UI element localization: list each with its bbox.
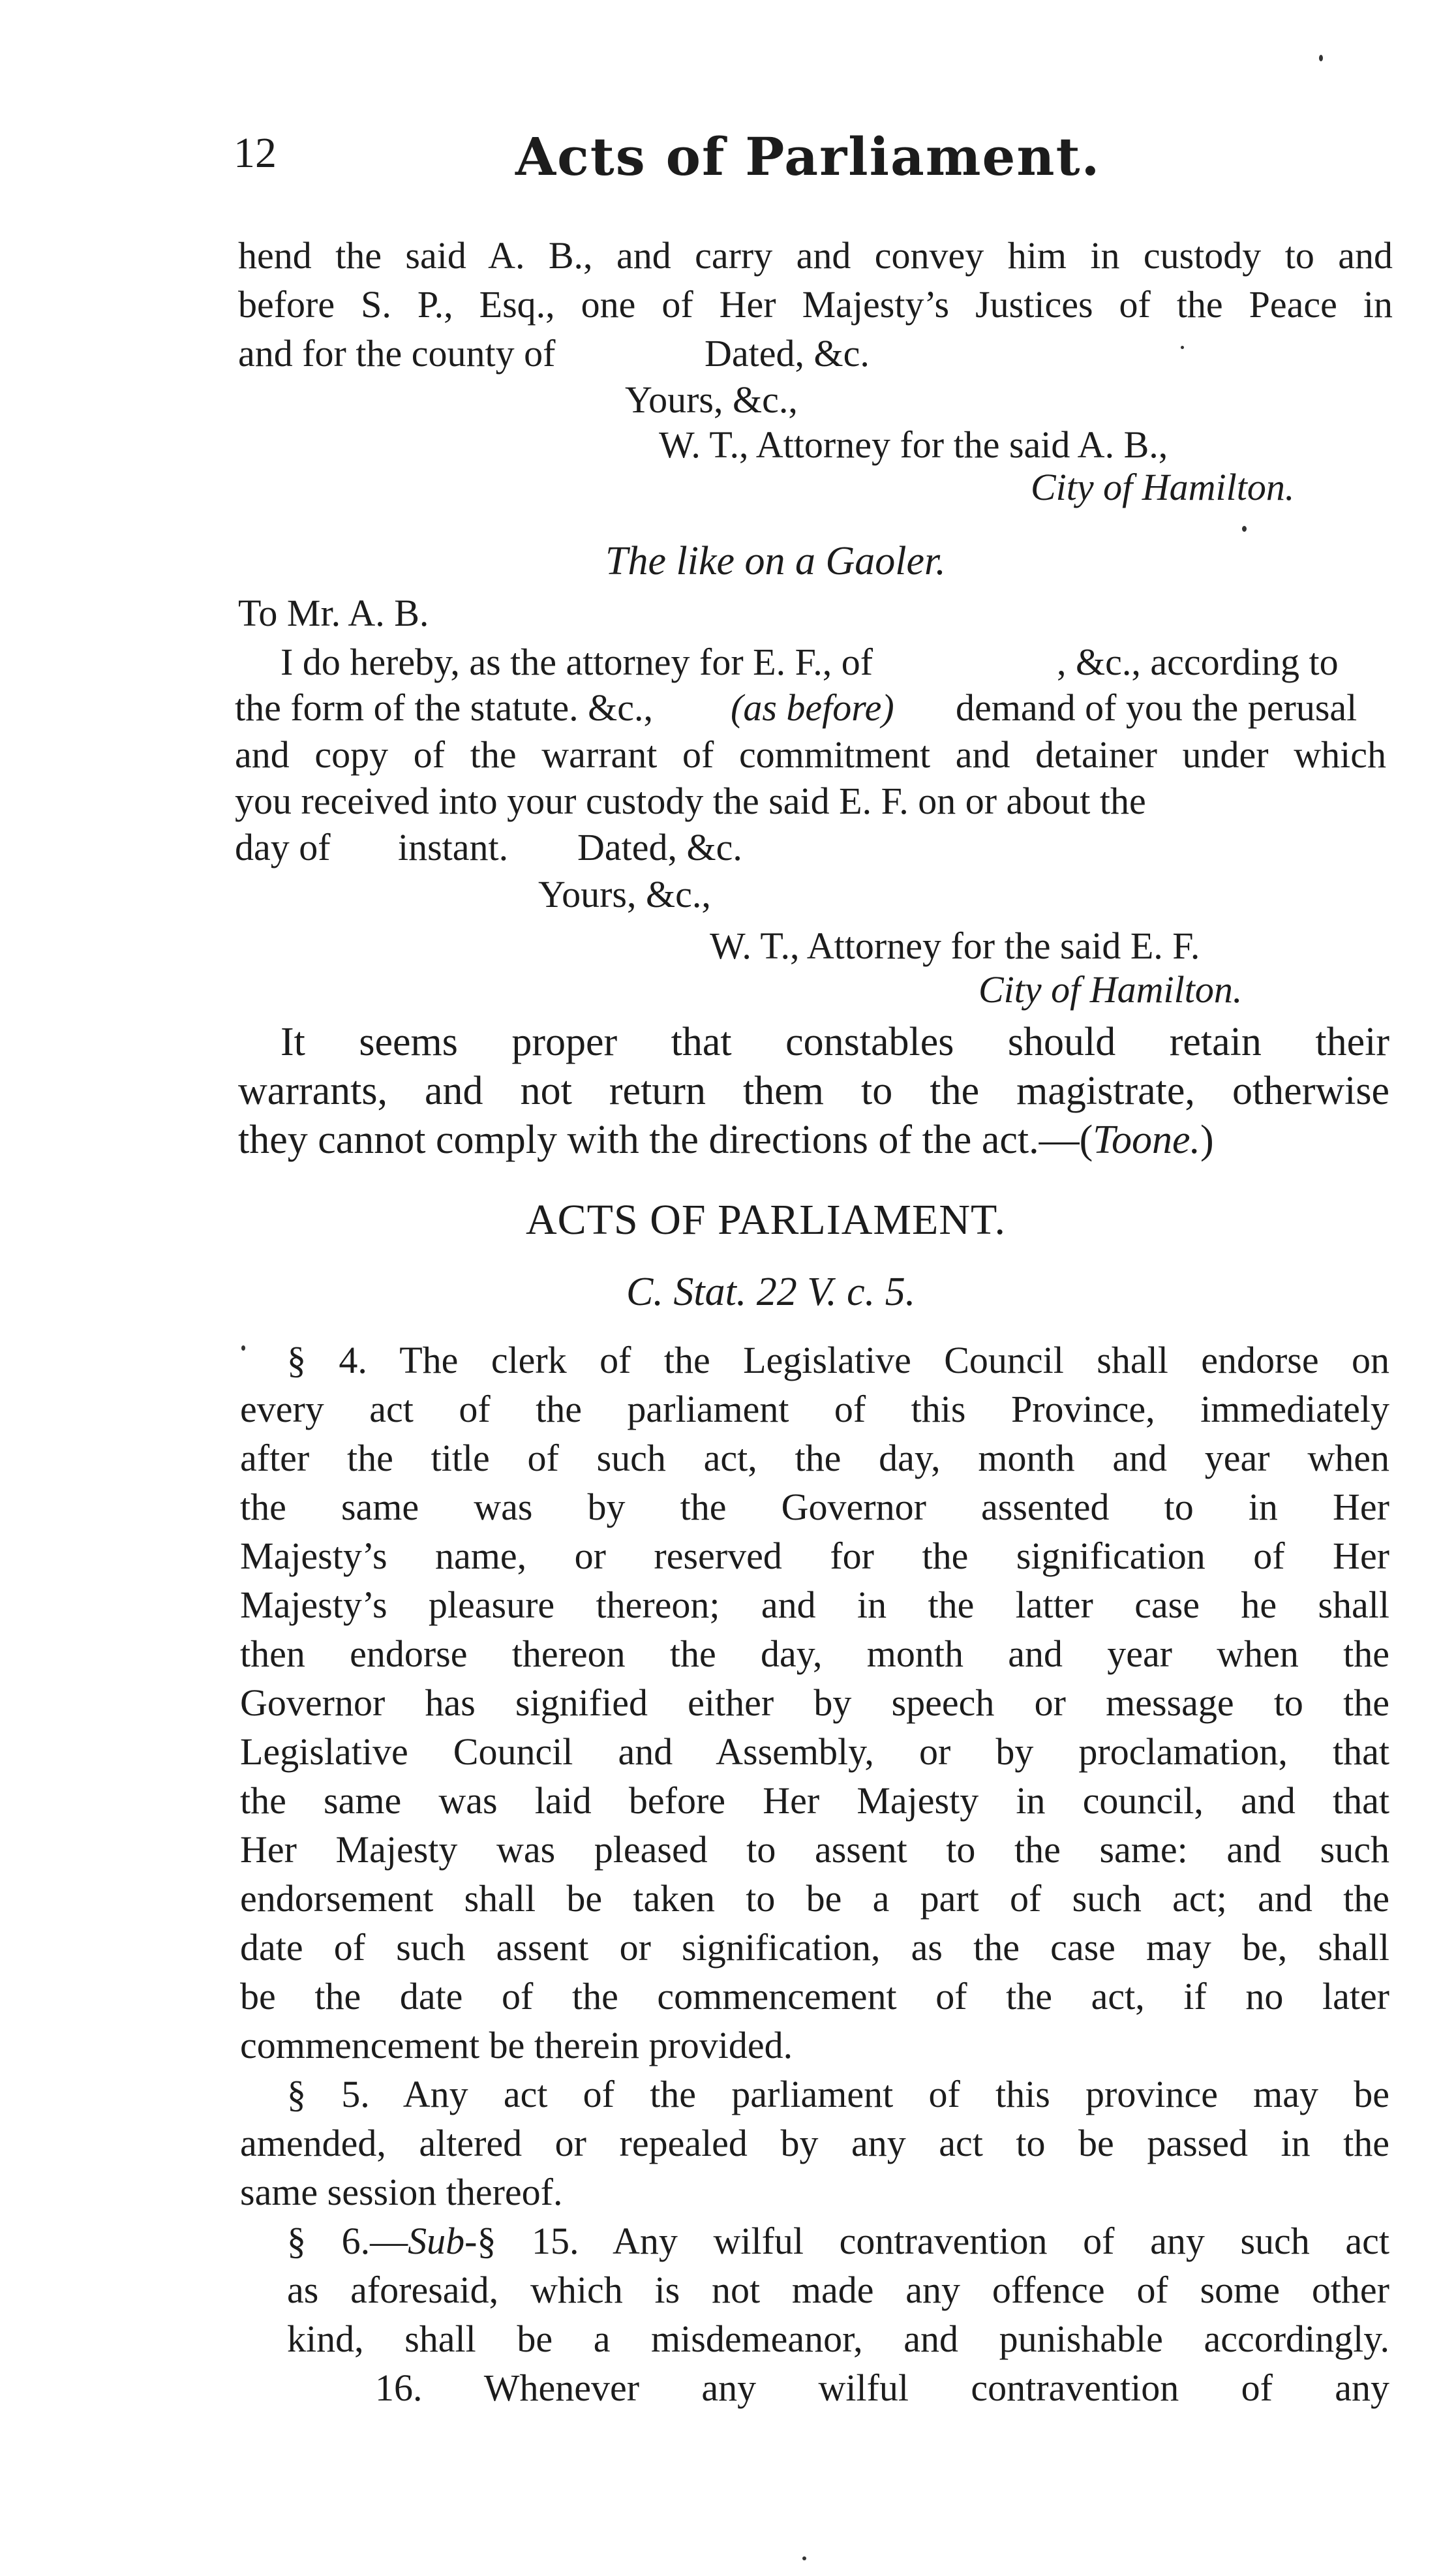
statute-citation: C. Stat. 22 V. c. 5. [626,1270,916,1314]
s4-line: be the date of the commencement of the act, if no later [240,1975,1389,2017]
note-close: ) [1200,1118,1214,1162]
closing: Yours, &c., [625,378,798,421]
print-speck [802,2556,806,2560]
s4-line: Governor has signified either by speech or message to the [240,1681,1389,1724]
section-heading: ACTS OF PARLIAMENT. [526,1196,1006,1244]
note-line [238,1117,1214,1163]
print-speck [1319,55,1323,61]
note-line: warrants, and not return them to the magistrate, otherwise [238,1069,1389,1113]
text-line: day of [235,826,331,868]
s4-line: Majesty’s name, or reserved for the signification of Her [240,1535,1389,1577]
s6-line [287,2218,1389,2264]
place: City of Hamilton. [978,968,1243,1011]
s4-line: the same was by the Governor assented to in Her [240,1486,1389,1528]
text-line: before S. P., Esq., one of Her Majesty’s Justices of the Peace in [238,283,1393,326]
text-line: demand of you the perusal [956,686,1357,729]
signature: W. T., Attorney for the said E. F. [710,925,1200,967]
s6-rest: -§ 15. Any wilful contravention of any such act [464,2220,1389,2262]
text-line: I do hereby, as the attorney for E. F., of [281,641,873,683]
text-line: (as before) [731,686,894,729]
s6-prefix: § 6.— [287,2220,408,2262]
print-speck [1181,346,1184,349]
s4-line: then endorse thereon the day, month and year when the [240,1633,1389,1675]
s4-line: the same was laid before Her Majesty in council, and that [240,1779,1389,1822]
s4-line: Majesty’s pleasure thereon; and in the latter case he shall [240,1584,1389,1626]
text-line: and copy of the warrant of commitment and detainer under which [235,733,1386,776]
closing: Yours, &c., [538,873,711,915]
salutation: To Mr. A. B. [238,592,429,634]
s4-line: commencement be therein provided. [240,2024,793,2066]
text-line: and for the county of [238,332,556,375]
s5-line: amended, altered or repealed by any act to be passed in the [240,2122,1389,2164]
running-title: Acts of Parliament. [515,126,1101,187]
note-line: It seems proper that constables should retain their [281,1020,1389,1064]
text-line: hend the said A. B., and carry and convey him in custody to and [238,234,1393,277]
s5-line: § 5. Any act of the parliament of this province may be [287,2073,1389,2115]
s4-line: after the title of such act, the day, month and year when [240,1437,1389,1479]
note-source: Toone. [1093,1118,1201,1162]
page-number: 12 [234,129,277,177]
text-line: the form of the statute. &c., [235,686,654,729]
place: City of Hamilton. [1031,466,1295,508]
s4-line: every act of the parliament of this Province, immediately [240,1388,1389,1430]
s6-sub: Sub [408,2220,465,2262]
s5-line: same session thereof. [240,2171,563,2213]
s6-line: as aforesaid, which is not made any offence of some other [287,2269,1389,2311]
text-line: instant. [398,826,509,868]
s16-line: 16. Whenever any wilful contravention of any [375,2367,1389,2409]
text-line: you received into your custody the said E. F. on or about the [235,780,1146,822]
s4-line: endorsement shall be taken to be a part of such act; and the [240,1877,1389,1920]
section-heading: The like on a Gaoler. [605,539,946,583]
print-speck [241,1345,245,1351]
s4-line: date of such assent or signification, as the case may be, shall [240,1926,1389,1969]
text-line: Dated, &c. [705,332,870,375]
s4-line: § 4. The clerk of the Legislative Council shall endorse on [287,1339,1389,1381]
text-line: , &c., according to [1057,641,1339,683]
s6-line: kind, shall be a misdemeanor, and punishable accordingly. [287,2318,1389,2360]
s4-line: Legislative Council and Assembly, or by proclamation, that [240,1730,1389,1773]
signature: W. T., Attorney for the said A. B., [659,423,1168,466]
s4-line: Her Majesty was pleased to assent to the same: and such [240,1828,1389,1871]
print-speck [1242,526,1247,532]
note-text: they cannot comply with the directions of the act.—( [238,1118,1093,1162]
text-line: Dated, &c. [577,826,742,868]
